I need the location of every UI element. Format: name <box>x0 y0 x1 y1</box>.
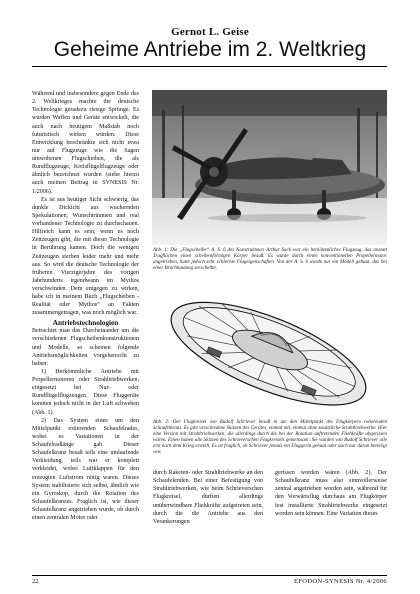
text-column-1 <box>32 90 139 522</box>
text-column-2 <box>153 469 263 526</box>
paragraph: 1) Herkömmliche Antriebe mit Propellermotoren oder Strahltriebwerken, eingesetzt bei Nur- oder Rundflügelflugzeugen. Diese Fluggeräte konnten jedoch nicht in der Luft schweben (Abb. 1). <box>32 368 139 416</box>
figure-2-caption: Abb. 2: Der Flugkreisel von Rudolf Schriever besaß in um den Mittelpunkt des Flugkörpers rotierenden Schaufelkranz. Es gibt verschiedene Skizzen des Gerätes, einmal mit, einmal ohne zusätzliche Strahltriebwerke. Hier eine Version mit Strahltriebwerken, die allerdings durch die bei der Rotation auftretenden Fliehkräfte abgerissen wären. Einen haben alle Skizzen des Schrieverschen Flugkreisels gemeinsam: Sie wurden von Rudolf Schriever alle erst nach dem Krieg erstellt. Es ist fraglich, ob Schriever jemals ein Fluggerät gebaut oder auch nur daran beteiligt war. <box>153 420 387 456</box>
flying-disc-illustration <box>152 284 387 417</box>
text-column-3 <box>275 469 387 518</box>
propeller-aircraft-illustration <box>152 90 387 245</box>
paragraph: 2) Das System eines um den Mittelpunkt rotierenden Schaufelrades, wobei es Variationen in der Schaufelradlänge gab. Dieser Schaufelkranz besaß teils eine umlaufende Verkleidung, teils war er komplett verkleidet, wobei Luftklappen für den erzeugten Luftstrom nötig waren. Dieses System stabilisierte sich selbst, ähnlich wie ein Gyroskop, durch die Rotation des Schaufelkranzes. Fraglich ist, wie dieser Schaufelkranz angetrieben wurde, ob durch einen zentralen Motor oder <box>32 417 139 522</box>
figure-2-drawing <box>152 284 387 417</box>
paragraph: Während und insbesondere gegen Ende des 2. Weltkrieges machte die deutsche Technologie geradezu riesige Sprünge. Es wurden Waffen und Geräte entwickelt, die auch nach heutigem Maßstab noch futuristisch wirken würden. Diese Entwicklung beschränkte sich nicht etwa nur auf Flugzeuge wie die Sagen umwobenen Flugscheiben, die als Rundflugzeuge, Kreisflügelflugzeuge oder ähnlich bezeichnet wurden (siehe hierzu auch meinen Beitrag in SYNESIS Nr. 1/2006). <box>32 91 139 195</box>
paragraph: durch Raketen- oder Strahltriebwerke an den Schaufelenden. Bei einer Befestigung von Strahltriebwerken, wie beim Schrieverschen Flugkreisel, dürften allerdings unüberwindbare Fliehkräfte aufgetreten sein, durch die die Antriebe aus den Verankerungen <box>153 470 263 525</box>
article-title: Geheime Antriebe im 2. Weltkrieg <box>53 38 367 61</box>
figure-1-photo <box>152 90 387 245</box>
figure-1-caption: Abb. 1: Die „Flugscheibe“ A. S. 6 des Konstrukteurs Arthur Sack war ein herkömmliches Flugzeug, das anstatt Tragflächen einen scheibenförmigen Körper besaß. Es wurde durch einen konventionellen Propellermotor angetrieben, hatte jedoch sehr schlechte Flugeigenschaften. Von der A. S. 6 wurde nur ein Modell gebaut, das bei einer Bruchlandung zerschellte. <box>153 248 387 272</box>
paragraph: Es ist aus heutiger Sicht schwierig, das dunkle Dickicht aus wuchernden Spekulationen, Wunschträumen und real vorhandener Technologie zu durchschauen. Hilfreich kann es sein, wenn es noch Zeitzeugen gibt, die mit dieser Technologie in Berührung kamen. Doch die wenigen Zeitzeugen sterben leider mehr und mehr aus. So wird die deutsche Technologie der früheren Vierzigerjahre des vorigen Jahrhunderts irgendwann im Mythos verschwinden. Dem entgegen zu wirken, habe ich in meinem Buch „Flugscheiben - Realität oder Mythos“ an Fakten zusammengetragen, was noch möglich war. <box>32 196 139 317</box>
footer-rule <box>32 575 387 576</box>
page-number: 22 <box>32 578 39 585</box>
paragraph: Betrachtet man das Durcheinander um die verschiedenen Flugscheibenkonstruktionen und Modelle, so scheinen folgende Antriebsmöglichkeiten vorgeherrscht zu haben: <box>32 328 139 367</box>
section-heading: Antriebstechnologien <box>52 318 119 327</box>
paragraph: gerissen worden wären (Abb. 2). Der Schaufelkranz muss also sinnvollerweise zentral angetrieben worden sein, während für den Vorwärtsflug durchaus am Flugkörper fest installierte Strahltriebwerke eingesetzt worden sein können. Eine Variation dieses <box>275 470 387 517</box>
title-rule <box>32 66 387 67</box>
publication-name: EFODON-SYNESIS Nr. 4/2006 <box>293 578 387 585</box>
author-name: Gernot L. Geise <box>171 26 249 38</box>
